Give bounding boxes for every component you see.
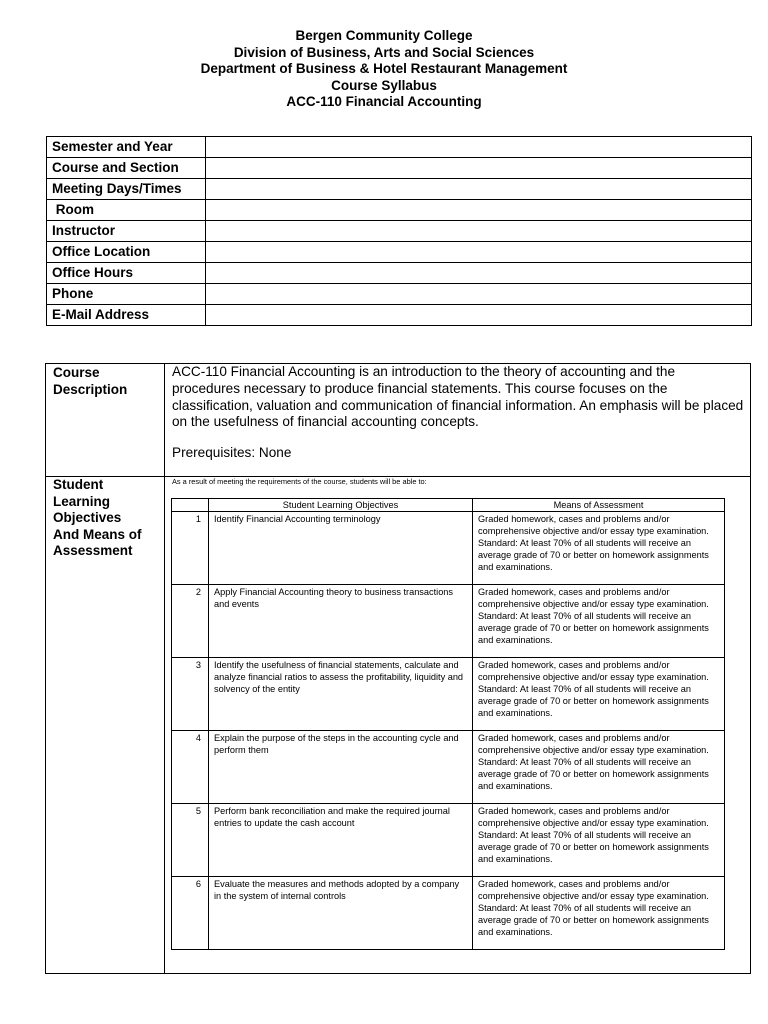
slo-assessment-header: Means of Assessment (473, 499, 725, 512)
info-value (206, 179, 752, 200)
course-info-table (46, 136, 752, 326)
info-row (47, 137, 752, 158)
slo-table (171, 498, 725, 950)
slo-intro-text: As a result of meeting the requirements of the course, students will be able to: (172, 477, 427, 486)
slo-header-row (172, 499, 725, 512)
info-row (47, 242, 752, 263)
syllabus-main-table (45, 363, 751, 974)
course-description-label: Course Description (53, 365, 128, 397)
table-row (172, 731, 725, 804)
table-row (172, 512, 725, 585)
info-row (47, 179, 752, 200)
document-header (0, 28, 768, 111)
info-value (206, 242, 752, 263)
info-value (206, 200, 752, 221)
slo-assessment: Graded homework, cases and problems and/or comprehensive objective and/or essay type examination. Standard: At least 70% of all students will receive an average grade of 70 or better on homework assignments and examinations. (473, 877, 725, 950)
slo-objectives-header: Student Learning Objectives (209, 499, 473, 512)
table-row (172, 804, 725, 877)
college-name: Bergen Community College (295, 28, 473, 43)
column-divider (164, 364, 165, 973)
info-label: Meeting Days/Times (47, 179, 206, 200)
info-value (206, 263, 752, 284)
table-row (172, 877, 725, 950)
info-label: Office Hours (47, 263, 206, 284)
slo-assessment: Graded homework, cases and problems and/or comprehensive objective and/or essay type examination. Standard: At least 70% of all students will receive an average grade of 70 or better on homework assignments and examinations. (473, 512, 725, 585)
division-name: Division of Business, Arts and Social Sciences (233, 44, 535, 60)
info-label: Instructor (47, 221, 206, 242)
slo-assessment: Graded homework, cases and problems and/or comprehensive objective and/or essay type examination. Standard: At least 70% of all students will receive an average grade of 70 or better on homework assignments and examinations. (473, 731, 725, 804)
info-label: Phone (47, 284, 206, 305)
course-title: ACC-110 Financial Accounting (286, 94, 482, 109)
prerequisites-text: Prerequisites: None (172, 445, 292, 460)
slo-objective: Explain the purpose of the steps in the accounting cycle and perform them (209, 731, 473, 804)
info-value (206, 284, 752, 305)
info-value (206, 305, 752, 326)
slo-number: 4 (172, 731, 209, 804)
course-description-text: ACC-110 Financial Accounting is an introduction to the theory of accounting and the procedures necessary to produce financial statements. This course focuses on the classification, valuation and communication of financial information. An emphasis will be placed on the usefulness of financial accounting concepts. (172, 364, 744, 430)
info-value (206, 137, 752, 158)
slo-objective: Apply Financial Accounting theory to business transactions and events (209, 585, 473, 658)
info-row (47, 305, 752, 326)
slo-number: 3 (172, 658, 209, 731)
info-value (206, 158, 752, 179)
slo-assessment: Graded homework, cases and problems and/or comprehensive objective and/or essay type examination. Standard: At least 70% of all students will receive an average grade of 70 or better on homework assignments and examinations. (473, 804, 725, 877)
table-row (172, 585, 725, 658)
info-value (206, 221, 752, 242)
slo-objective: Identify the usefulness of financial statements, calculate and analyze financial ratios to assess the profitability, liquidity and solvency of the entity (209, 658, 473, 731)
info-label: E-Mail Address (47, 305, 206, 326)
info-label: Office Location (47, 242, 206, 263)
slo-objective: Identify Financial Accounting terminology (209, 512, 473, 585)
info-label: Course and Section (47, 158, 206, 179)
slo-number: 5 (172, 804, 209, 877)
slo-objective: Perform bank reconciliation and make the required journal entries to update the cash account (209, 804, 473, 877)
document-type: Course Syllabus (331, 77, 437, 93)
slo-number: 1 (172, 512, 209, 585)
info-label: Semester and Year (47, 137, 206, 158)
slo-assessment: Graded homework, cases and problems and/or comprehensive objective and/or essay type examination. Standard: At least 70% of all students will receive an average grade of 70 or better on homework assignments and examinations. (473, 585, 725, 658)
slo-number: 2 (172, 585, 209, 658)
slo-objective: Evaluate the measures and methods adopted by a company in the system of internal controls (209, 877, 473, 950)
slo-label: Student Learning Objectives And Means of Assessment (53, 477, 142, 558)
info-row (47, 263, 752, 284)
info-label: Room (47, 200, 206, 221)
slo-assessment: Graded homework, cases and problems and/or comprehensive objective and/or essay type examination. Standard: At least 70% of all students will receive an average grade of 70 or better on homework assignments and examinations. (473, 658, 725, 731)
info-row (47, 284, 752, 305)
slo-number: 6 (172, 877, 209, 950)
info-row (47, 158, 752, 179)
department-name: Department of Business & Hotel Restaurant Management (200, 61, 568, 76)
slo-num-header (172, 499, 209, 512)
info-row (47, 221, 752, 242)
info-row (47, 200, 752, 221)
table-row (172, 658, 725, 731)
